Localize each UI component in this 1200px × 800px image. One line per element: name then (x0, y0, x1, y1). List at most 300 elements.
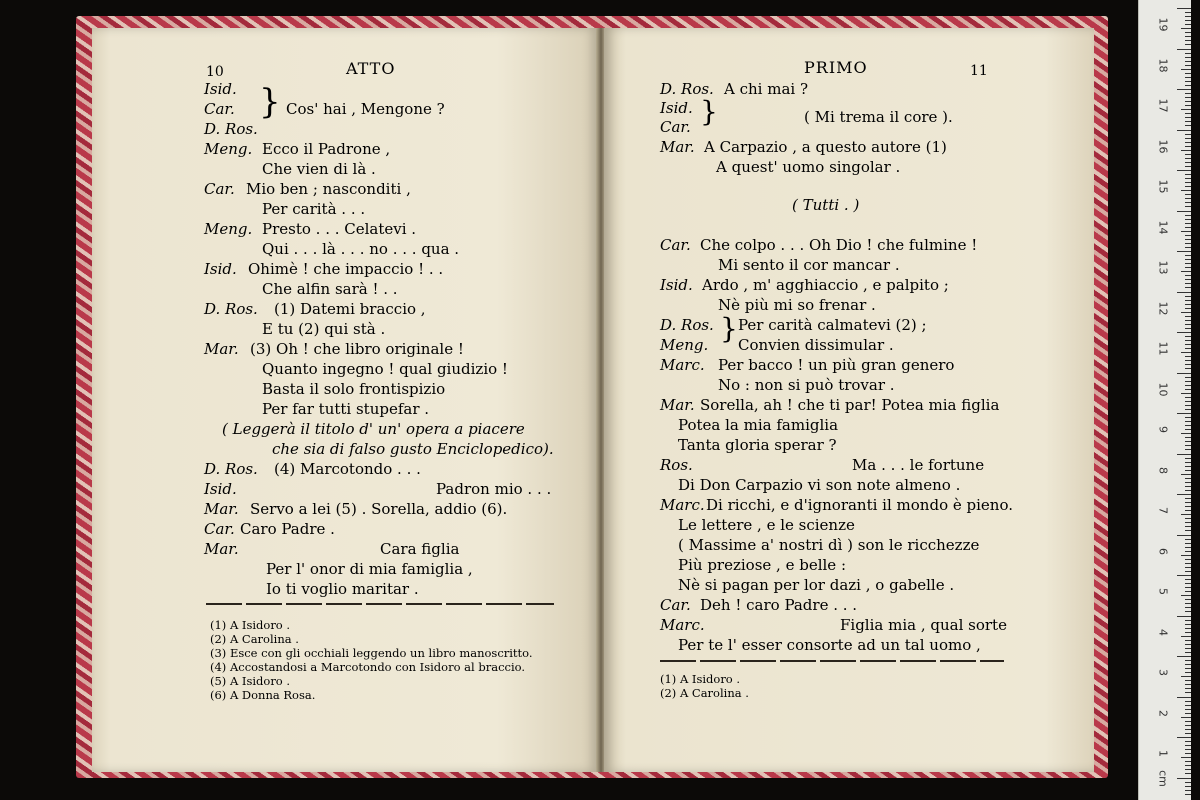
speaker: D. Ros. (204, 460, 258, 478)
ruler-tick (1185, 624, 1191, 625)
speaker: Isid. (204, 480, 237, 498)
ruler-tick (1177, 616, 1191, 617)
ruler-tick (1185, 725, 1191, 726)
ruler-tick (1185, 113, 1191, 114)
left-running-header: ATTO (346, 59, 396, 78)
ruler-tick (1185, 219, 1191, 220)
ruler-number: 2 (1156, 709, 1170, 717)
ruler-tick (1185, 174, 1191, 175)
verse-line: Mi sento il cor mancar . (718, 256, 900, 274)
ruler-number: 18 (1156, 58, 1170, 72)
verse-line: Qui . . . là . . . no . . . qua . (262, 240, 460, 258)
ruler-tick (1185, 389, 1191, 390)
ruler-tick (1181, 717, 1191, 718)
ruler-tick (1185, 263, 1191, 264)
ruler-tick (1185, 660, 1191, 661)
ruler-tick (1177, 737, 1191, 738)
ruler-tick (1185, 644, 1191, 645)
ruler-tick (1185, 215, 1191, 216)
ruler-tick (1185, 239, 1191, 240)
ruler-tick (1177, 494, 1191, 495)
ruler-tick (1181, 352, 1191, 353)
ruler-tick (1185, 603, 1191, 604)
ruler-tick (1185, 85, 1191, 86)
ruler-tick (1185, 790, 1191, 791)
ruler-tick (1185, 498, 1191, 499)
speaker: Car. (204, 520, 235, 538)
ruler-tick (1185, 16, 1191, 17)
verse-line: Per carità calmatevi (2) ; (738, 316, 927, 334)
ruler-tick (1185, 587, 1191, 588)
verse-line: Cara figlia (380, 540, 460, 558)
verse-line: E tu (2) qui stà . (262, 320, 386, 338)
ruler-tick (1185, 227, 1191, 228)
ruler-tick (1185, 348, 1191, 349)
ruler-tick (1185, 377, 1191, 378)
ruler-tick (1185, 506, 1191, 507)
ruler-tick (1185, 267, 1191, 268)
ruler-unit: cm (1156, 770, 1170, 787)
speaker: Isid. (660, 99, 693, 117)
speaker: Mar. (204, 340, 239, 358)
ruler-tick (1185, 304, 1191, 305)
ruler-tick (1185, 138, 1191, 139)
speaker: Meng. (204, 140, 253, 158)
ruler-tick (1181, 514, 1191, 515)
ruler-tick (1185, 283, 1191, 284)
ruler-tick (1185, 328, 1191, 329)
ruler-tick (1177, 575, 1191, 576)
ruler-tick (1185, 567, 1191, 568)
footnote: (1) A Isidoro . (210, 618, 291, 632)
ruler-tick (1185, 563, 1191, 564)
ruler-tick (1181, 595, 1191, 596)
verse-line: Convien dissimular . (738, 336, 894, 354)
brace-glyph: } (259, 82, 281, 122)
ruler-tick (1185, 486, 1191, 487)
verse-line: Basta il solo frontispizio (262, 380, 446, 398)
ruler-number: 3 (1156, 669, 1170, 676)
ruler-tick (1185, 162, 1191, 163)
ruler-tick (1177, 413, 1191, 414)
ruler-tick (1185, 202, 1191, 203)
verse-line: Figlia mia , qual sorte (840, 616, 1007, 634)
ruler-tick (1185, 300, 1191, 301)
ruler-tick (1185, 296, 1191, 297)
verse-line: A Carpazio , a questo autore (1) (704, 138, 947, 156)
ruler-tick (1185, 709, 1191, 710)
ruler-tick (1185, 664, 1191, 665)
verse-line: Tanta gloria sperar ? (678, 436, 837, 454)
ruler-tick (1185, 526, 1191, 527)
ruler-tick (1185, 182, 1191, 183)
ruler-tick (1181, 150, 1191, 151)
ruler-tick (1185, 672, 1191, 673)
verse-line: Mio ben ; nasconditi , (246, 180, 411, 198)
ruler-tick (1177, 49, 1191, 50)
ruler-tick (1185, 753, 1191, 754)
ruler-tick (1185, 684, 1191, 685)
ruler-tick (1185, 579, 1191, 580)
speaker: Mar. (660, 138, 695, 156)
speaker: Ros. (660, 456, 693, 474)
verse-line: Più preziose , e belle : (678, 556, 846, 574)
ruler-tick (1185, 125, 1191, 126)
ruler-tick (1185, 146, 1191, 147)
ruler-tick (1185, 729, 1191, 730)
verse-line: (4) Marcotondo . . . (274, 460, 421, 478)
ruler-tick (1177, 697, 1191, 698)
ruler-tick (1185, 65, 1191, 66)
ruler-tick (1185, 235, 1191, 236)
ruler-tick (1181, 28, 1191, 29)
ruler-tick (1185, 368, 1191, 369)
ruler-tick (1185, 741, 1191, 742)
footnote: (2) A Carolina . (660, 686, 749, 700)
ruler-number: 17 (1156, 98, 1170, 113)
speaker: Car. (660, 596, 691, 614)
ruler-tick (1185, 344, 1191, 345)
ruler-tick (1185, 745, 1191, 746)
ruler-tick (1185, 530, 1191, 531)
ruler-tick (1181, 393, 1191, 394)
ruler-number: 15 (1156, 179, 1170, 194)
ruler-tick (1185, 279, 1191, 280)
speaker: Marc. (660, 496, 705, 514)
ruler-tick (1185, 441, 1191, 442)
ruler-tick (1185, 198, 1191, 199)
verse-line: Per carità . . . (262, 200, 366, 218)
ruler-tick (1177, 292, 1191, 293)
verse-line: Di ricchi, e d'ignoranti il mondo è pieno. (706, 496, 1013, 514)
ruler-tick (1185, 478, 1191, 479)
ruler-tick (1185, 713, 1191, 714)
verse-line: Che colpo . . . Oh Dio ! che fulmine ! (700, 236, 978, 254)
ruler-tick (1185, 628, 1191, 629)
ruler-number: 1 (1156, 750, 1170, 757)
verse-line: Caro Padre . (240, 520, 335, 538)
verse-line: Per far tutti stupefar . (262, 400, 430, 418)
ruler-tick (1185, 206, 1191, 207)
verse-line: Per te l' esser consorte ad un tal uomo , (678, 636, 981, 654)
ruler-tick (1185, 470, 1191, 471)
footnote-rule (660, 660, 1004, 662)
ruler-tick (1177, 170, 1191, 171)
ruler-tick (1185, 445, 1191, 446)
verse-line: Sorella, ah ! che ti par! Potea mia figlia (700, 396, 1000, 414)
ruler-tick (1185, 97, 1191, 98)
verse-line: Padron mio . . . (436, 480, 552, 498)
right-running-header: PRIMO (804, 58, 868, 77)
ruler-tick (1177, 656, 1191, 657)
verse-line: Cos' hai , Mengone ? (286, 100, 445, 118)
ruler-tick (1181, 555, 1191, 556)
ruler-tick (1185, 336, 1191, 337)
ruler-tick (1185, 510, 1191, 511)
ruler-tick (1185, 611, 1191, 612)
ruler-tick (1185, 425, 1191, 426)
verse-line: Che alfin sarà ! . . (262, 280, 398, 298)
ruler-tick (1185, 61, 1191, 62)
verse-line: (3) Oh ! che libro originale ! (250, 340, 464, 358)
ruler-tick (1181, 69, 1191, 70)
ruler-tick (1185, 255, 1191, 256)
verse-line: Per l' onor di mia famiglia , (266, 560, 473, 578)
ruler-number: 19 (1156, 17, 1170, 32)
speaker: D. Ros. (204, 120, 258, 138)
ruler-tick (1181, 190, 1191, 191)
ruler-tick (1185, 749, 1191, 750)
ruler-tick (1185, 721, 1191, 722)
ruler-tick (1185, 733, 1191, 734)
ruler-tick (1185, 652, 1191, 653)
ruler-tick (1185, 287, 1191, 288)
ruler-tick (1185, 186, 1191, 187)
ruler-number: 8 (1156, 466, 1170, 474)
ruler-number: 12 (1156, 301, 1170, 315)
speaker: D. Ros. (660, 316, 714, 334)
verse-line: ( Massime a' nostri dì ) son le ricchezze (678, 536, 980, 554)
ruler-tick (1185, 632, 1191, 633)
ruler-tick (1185, 101, 1191, 102)
ruler-tick (1177, 130, 1191, 131)
verse-line: Ma . . . le fortune (852, 456, 985, 474)
ruler-tick (1185, 36, 1191, 37)
ruler-tick (1177, 535, 1191, 536)
ruler-tick (1185, 551, 1191, 552)
verse-line: A quest' uomo singolar . (716, 158, 901, 176)
speaker: Mar. (660, 396, 695, 414)
verse-line: No : non si può trovar . (718, 376, 895, 394)
ruler-tick (1185, 640, 1191, 641)
ruler-tick (1185, 40, 1191, 41)
ruler-tick (1185, 648, 1191, 649)
ruler-tick (1185, 53, 1191, 54)
ruler-tick (1185, 583, 1191, 584)
ruler-tick (1185, 397, 1191, 398)
ruler-tick (1185, 243, 1191, 244)
ruler-tick (1177, 211, 1191, 212)
speaker: D. Ros. (204, 300, 258, 318)
ruler-tick (1185, 794, 1191, 795)
speaker: Marc. (660, 356, 705, 374)
ruler-tick (1185, 462, 1191, 463)
ruler-tick (1185, 607, 1191, 608)
ruler-tick (1185, 223, 1191, 224)
ruler-tick (1185, 409, 1191, 410)
ruler-tick (1185, 692, 1191, 693)
footnote: (4) Accostandosi a Marcotondo con Isidoro al braccio. (210, 660, 526, 674)
stage-direction: ( Tutti . ) (792, 196, 860, 214)
ruler-tick (1185, 405, 1191, 406)
ruler-tick (1185, 57, 1191, 58)
ruler-tick (1185, 421, 1191, 422)
verse-line: Che vien di là . (262, 160, 376, 178)
verse-line: Presto . . . Celatevi . (262, 220, 417, 238)
verse-line: Ecco il Padrone , (262, 140, 391, 158)
footnote: (3) Esce con gli occhiali leggendo un libro manoscritto. (210, 646, 533, 660)
ruler-tick (1181, 231, 1191, 232)
speaker: Car. (660, 118, 691, 136)
ruler-tick (1185, 44, 1191, 45)
ruler-tick (1181, 474, 1191, 475)
ruler-tick (1185, 356, 1191, 357)
speaker: D. Ros. (660, 80, 714, 98)
right-page-number: 11 (970, 63, 988, 79)
ruler-tick (1185, 773, 1191, 774)
ruler-tick (1181, 636, 1191, 637)
ruler-tick (1185, 117, 1191, 118)
ruler-tick (1185, 360, 1191, 361)
speaker: Isid. (660, 276, 693, 294)
left-page-number: 10 (206, 64, 224, 80)
ruler-tick (1177, 778, 1191, 779)
ruler-number: 5 (1156, 588, 1170, 595)
ruler-number: 4 (1156, 628, 1170, 636)
speaker: Isid. (204, 80, 237, 98)
ruler-tick (1185, 166, 1191, 167)
ruler-tick (1185, 385, 1191, 386)
verse-line: Di Don Carpazio vi son note almeno . (678, 476, 961, 494)
verse-line: (1) Datemi braccio , (274, 300, 426, 318)
verse-line: ( Mi trema il core ). (804, 108, 953, 126)
ruler-tick (1185, 259, 1191, 260)
ruler-tick (1185, 364, 1191, 365)
ruler-tick (1181, 312, 1191, 313)
ruler-tick (1185, 105, 1191, 106)
ruler-number: 10 (1156, 382, 1170, 396)
verse-line: Nè si pagan per lor dazi , o gabelle . (678, 576, 955, 594)
verse-line: Servo a lei (5) . Sorella, addio (6). (250, 500, 508, 518)
ruler-tick (1185, 482, 1191, 483)
stage-direction: che sia di falso gusto Enciclopedico). (272, 440, 554, 458)
ruler-tick (1185, 620, 1191, 621)
ruler-tick (1181, 271, 1191, 272)
ruler-tick (1177, 251, 1191, 252)
ruler-number: 6 (1156, 547, 1170, 555)
ruler-tick (1185, 320, 1191, 321)
verse-line: Deh ! caro Padre . . . (700, 596, 858, 614)
ruler-tick (1185, 437, 1191, 438)
footnote: (5) A Isidoro . (210, 674, 291, 688)
ruler-tick (1185, 502, 1191, 503)
speaker: Car. (204, 100, 235, 118)
ruler-tick (1185, 449, 1191, 450)
brace-glyph: } (700, 95, 718, 128)
footnote: (6) A Donna Rosa. (210, 688, 316, 702)
verse-line: Ohimè ! che impaccio ! . . (248, 260, 444, 278)
ruler-tick (1185, 121, 1191, 122)
speaker: Car. (660, 236, 691, 254)
speaker: Marc. (660, 616, 705, 634)
ruler-number: 9 (1156, 426, 1170, 433)
ruler-tick (1185, 24, 1191, 25)
ruler-tick (1185, 77, 1191, 78)
ruler-tick (1185, 705, 1191, 706)
ruler-tick (1185, 571, 1191, 572)
verse-line: Io ti voglio maritar . (266, 580, 419, 598)
ruler-tick (1177, 89, 1191, 90)
ruler-tick (1185, 522, 1191, 523)
ruler-tick (1185, 324, 1191, 325)
ruler-tick (1185, 466, 1191, 467)
ruler-tick (1185, 142, 1191, 143)
ruler-tick (1181, 757, 1191, 758)
ruler-tick (1185, 680, 1191, 681)
ruler-tick (1181, 676, 1191, 677)
ruler-tick (1185, 134, 1191, 135)
ruler-tick (1185, 559, 1191, 560)
footnote: (2) A Carolina . (210, 632, 299, 646)
stage-direction: ( Leggerà il titolo d' un' opera a piacere (222, 420, 525, 438)
ruler-tick (1185, 688, 1191, 689)
ruler-tick (1185, 275, 1191, 276)
ruler-tick (1185, 782, 1191, 783)
ruler-tick (1185, 158, 1191, 159)
verse-line: Quanto ingegno ! qual giudizio ! (262, 360, 508, 378)
ruler-tick (1185, 591, 1191, 592)
speaker: Mar. (204, 540, 239, 558)
ruler-tick (1185, 668, 1191, 669)
speaker: Meng. (660, 336, 709, 354)
ruler-tick (1185, 93, 1191, 94)
ruler-tick (1185, 401, 1191, 402)
ruler-number: 7 (1156, 507, 1170, 514)
ruler-tick (1185, 340, 1191, 341)
ruler-tick (1185, 194, 1191, 195)
verse-line: Le lettere , e le scienze (678, 516, 855, 534)
ruler-tick (1185, 599, 1191, 600)
ruler-tick (1185, 539, 1191, 540)
ruler-tick (1185, 518, 1191, 519)
brace-glyph: } (720, 312, 738, 345)
ruler-tick (1177, 332, 1191, 333)
ruler-tick (1185, 316, 1191, 317)
verse-line: Nè più mi so frenar . (718, 296, 876, 314)
ruler-tick (1185, 381, 1191, 382)
ruler-tick (1177, 454, 1191, 455)
speaker: Mar. (204, 500, 239, 518)
ruler-number: 11 (1156, 341, 1170, 356)
ruler-tick (1185, 20, 1191, 21)
ruler-tick (1185, 769, 1191, 770)
ruler-tick (1185, 73, 1191, 74)
ruler-tick (1185, 547, 1191, 548)
ruler-tick (1181, 109, 1191, 110)
verse-line: A chi mai ? (724, 80, 809, 98)
ruler-tick (1185, 417, 1191, 418)
ruler-tick (1185, 786, 1191, 787)
footnote: (1) A Isidoro . (660, 672, 741, 686)
ruler-tick (1185, 81, 1191, 82)
ruler-tick (1177, 8, 1191, 9)
speaker: Meng. (204, 220, 253, 238)
verse-line: Potea la mia famiglia (678, 416, 839, 434)
ruler-tick (1177, 373, 1191, 374)
ruler-tick (1185, 154, 1191, 155)
speaker: Car. (204, 180, 235, 198)
ruler-tick (1185, 308, 1191, 309)
speaker: Isid. (204, 260, 237, 278)
ruler-tick (1185, 490, 1191, 491)
ruler-tick (1185, 247, 1191, 248)
ruler-number: 14 (1156, 220, 1170, 234)
ruler-number: 16 (1156, 139, 1170, 153)
ruler-number: 13 (1156, 260, 1170, 275)
ruler-tick (1185, 765, 1191, 766)
ruler-tick (1181, 433, 1191, 434)
ruler-tick (1185, 178, 1191, 179)
